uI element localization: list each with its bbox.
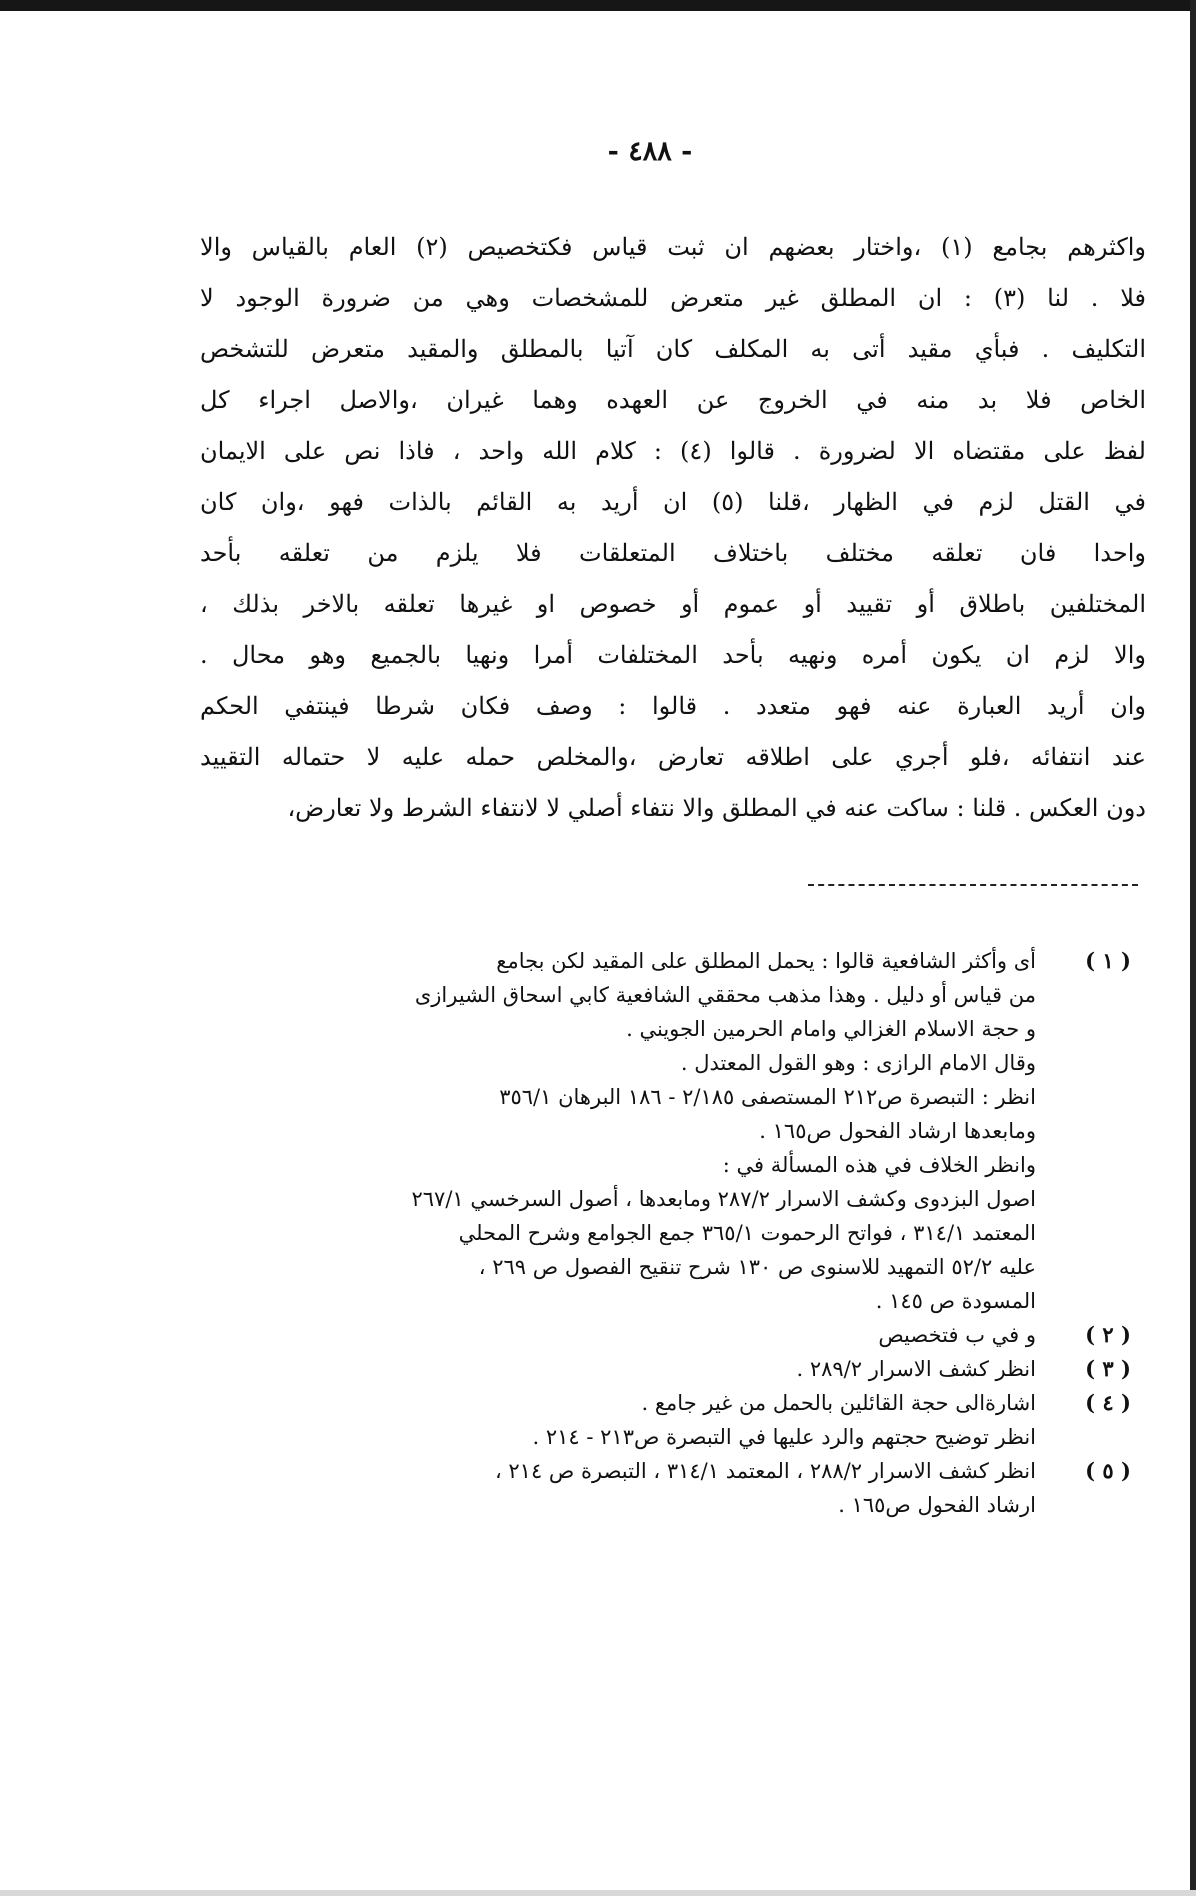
footnote-text: اشارةالى حجة القائلين بالحمل من غير جامع .	[641, 1391, 1036, 1415]
scan-edge-bottom	[0, 1890, 1196, 1896]
footnote-text: المسودة ص ١٤٥ .	[875, 1289, 1036, 1313]
footnote-line	[200, 1352, 1140, 1386]
footnote-text: و حجة الاسلام الغزالي وامام الحرمين الجويني .	[626, 1017, 1036, 1041]
main-text-line: الخاص فلا بد منه في الخروج عن العهده وهما غيران ،والاصل اجراء كل	[200, 386, 1146, 414]
footnote-marker: ( ٣ )	[1085, 1356, 1131, 1381]
main-text-line: والا لزم ان يكون أمره ونهيه بأحد المختلفات أمرا ونهيا بالجميع وهو محال .	[200, 641, 1146, 669]
footnote-text: عليه ٥٢/٢ التمهيد للاسنوى ص ١٣٠ شرح تنقيح الفصول ص ٢٦٩ ،	[478, 1255, 1036, 1279]
footnote-line	[200, 1488, 1140, 1522]
footnote-text: أى وأكثر الشافعية قالوا : يحمل المطلق على المقيد لكن بجامع	[496, 949, 1036, 973]
footnote-line	[200, 1114, 1140, 1148]
footnote-line	[200, 1250, 1140, 1284]
footnote-line	[200, 1012, 1140, 1046]
footnote-text: وانظر الخلاف في هذه المسألة في :	[722, 1153, 1036, 1177]
main-text-line: التكليف . فبأي مقيد أتى به المكلف كان آتيا بالمطلق والمقيد متعرض للتشخص	[200, 335, 1146, 363]
footnote-text: انظر توضيح حجتهم والرد عليها في التبصرة ص٢١٣ - ٢١٤ .	[532, 1425, 1036, 1449]
footnote-text: انظر كشف الاسرار ٢٨٨/٢ ، المعتمد ٣١٤/١ ، التبصرة ص ٢١٤ ،	[494, 1459, 1036, 1483]
footnote-text: انظر : التبصرة ص٢١٢ المستصفى ٢/١٨٥ - ١٨٦ البرهان ٣٥٦/١	[499, 1085, 1036, 1109]
main-text-line: المختلفين باطلاق أو تقييد أو عموم أو خصوص او غيرها تعلقه بالاخر بذلك ،	[200, 590, 1146, 618]
footnote-text: و في ب فتخصيص	[878, 1323, 1036, 1347]
footnote-line	[200, 1080, 1140, 1114]
footnote-line	[200, 944, 1140, 978]
main-text-line: واكثرهم بجامع (١) ،واختار بعضهم ان ثبت قياس فكتخصيص (٢) العام بالقياس والا	[200, 233, 1146, 261]
footnote-marker: ( ٢ )	[1085, 1322, 1131, 1347]
footnote-text: من قياس أو دليل . وهذا مذهب محققي الشافعية كابي اسحاق الشيرازى	[414, 983, 1036, 1007]
scan-edge-top	[0, 0, 1196, 11]
footnote-text: اصول البزدوى وكشف الاسرار ٢٨٧/٢ ومابعدها ، أصول السرخسي ٢٦٧/١	[411, 1187, 1036, 1211]
footnote-line	[200, 1182, 1140, 1216]
footnote-marker: ( ٥ )	[1085, 1458, 1131, 1483]
main-text-line: فلا . لنا (٣) : ان المطلق غير متعرض للمشخصات وهي من ضرورة الوجود لا	[200, 284, 1146, 312]
footnote-line	[200, 1148, 1140, 1182]
main-text-line: في القتل لزم في الظهار ،قلنا (٥) ان أريد به القائم بالذات فهو ،وان كان	[200, 488, 1146, 516]
footnote-line	[200, 1216, 1140, 1250]
footnote-divider	[808, 884, 1138, 886]
footnote-marker: ( ٤ )	[1085, 1390, 1131, 1415]
footnote-line	[200, 1386, 1140, 1420]
footnote-text: انظر كشف الاسرار ٢٨٩/٢ .	[796, 1357, 1036, 1381]
page-number: - ٤٨٨ -	[607, 136, 693, 167]
footnote-text: وقال الامام الرازى : وهو القول المعتدل .	[680, 1051, 1036, 1075]
main-text-line: واحدا فان تعلقه مختلف باختلاف المتعلقات فلا يلزم من تعلقه بأحد	[200, 539, 1146, 567]
footnote-line	[200, 1454, 1140, 1488]
footnote-line	[200, 1284, 1140, 1318]
footnote-line	[200, 1420, 1140, 1454]
footnote-text: ارشاد الفحول ص١٦٥ .	[838, 1493, 1036, 1517]
scan-edge-right	[1190, 0, 1196, 1896]
main-text-body	[200, 222, 1146, 834]
main-text-line: وان أريد العبارة عنه فهو متعدد . قالوا : وصف فكان شرطا فينتفي الحكم	[200, 692, 1146, 720]
footnote-text: المعتمد ٣١٤/١ ، فواتح الرحموت ٣٦٥/١ جمع الجوامع وشرح المحلي	[458, 1221, 1036, 1245]
footnotes-section	[200, 944, 1140, 1522]
footnote-text: ومابعدها ارشاد الفحول ص١٦٥ .	[759, 1119, 1036, 1143]
main-text-line: دون العكس . قلنا : ساكت عنه في المطلق والا نتفاء أصلي لا لانتفاء الشرط ولا تعارض،	[287, 794, 1146, 822]
footnote-line	[200, 1318, 1140, 1352]
footnote-marker: ( ١ )	[1085, 948, 1131, 973]
main-text-line: عند انتفائه ،فلو أجري على اطلاقه تعارض ،والمخلص حمله عليه لا حتماله التقييد	[200, 743, 1146, 771]
main-text-line: لفظ على مقتضاه الا لضرورة . قالوا (٤) : كلام الله واحد ، فاذا نص على الايمان	[200, 437, 1146, 465]
footnote-line	[200, 1046, 1140, 1080]
footnote-line	[200, 978, 1140, 1012]
